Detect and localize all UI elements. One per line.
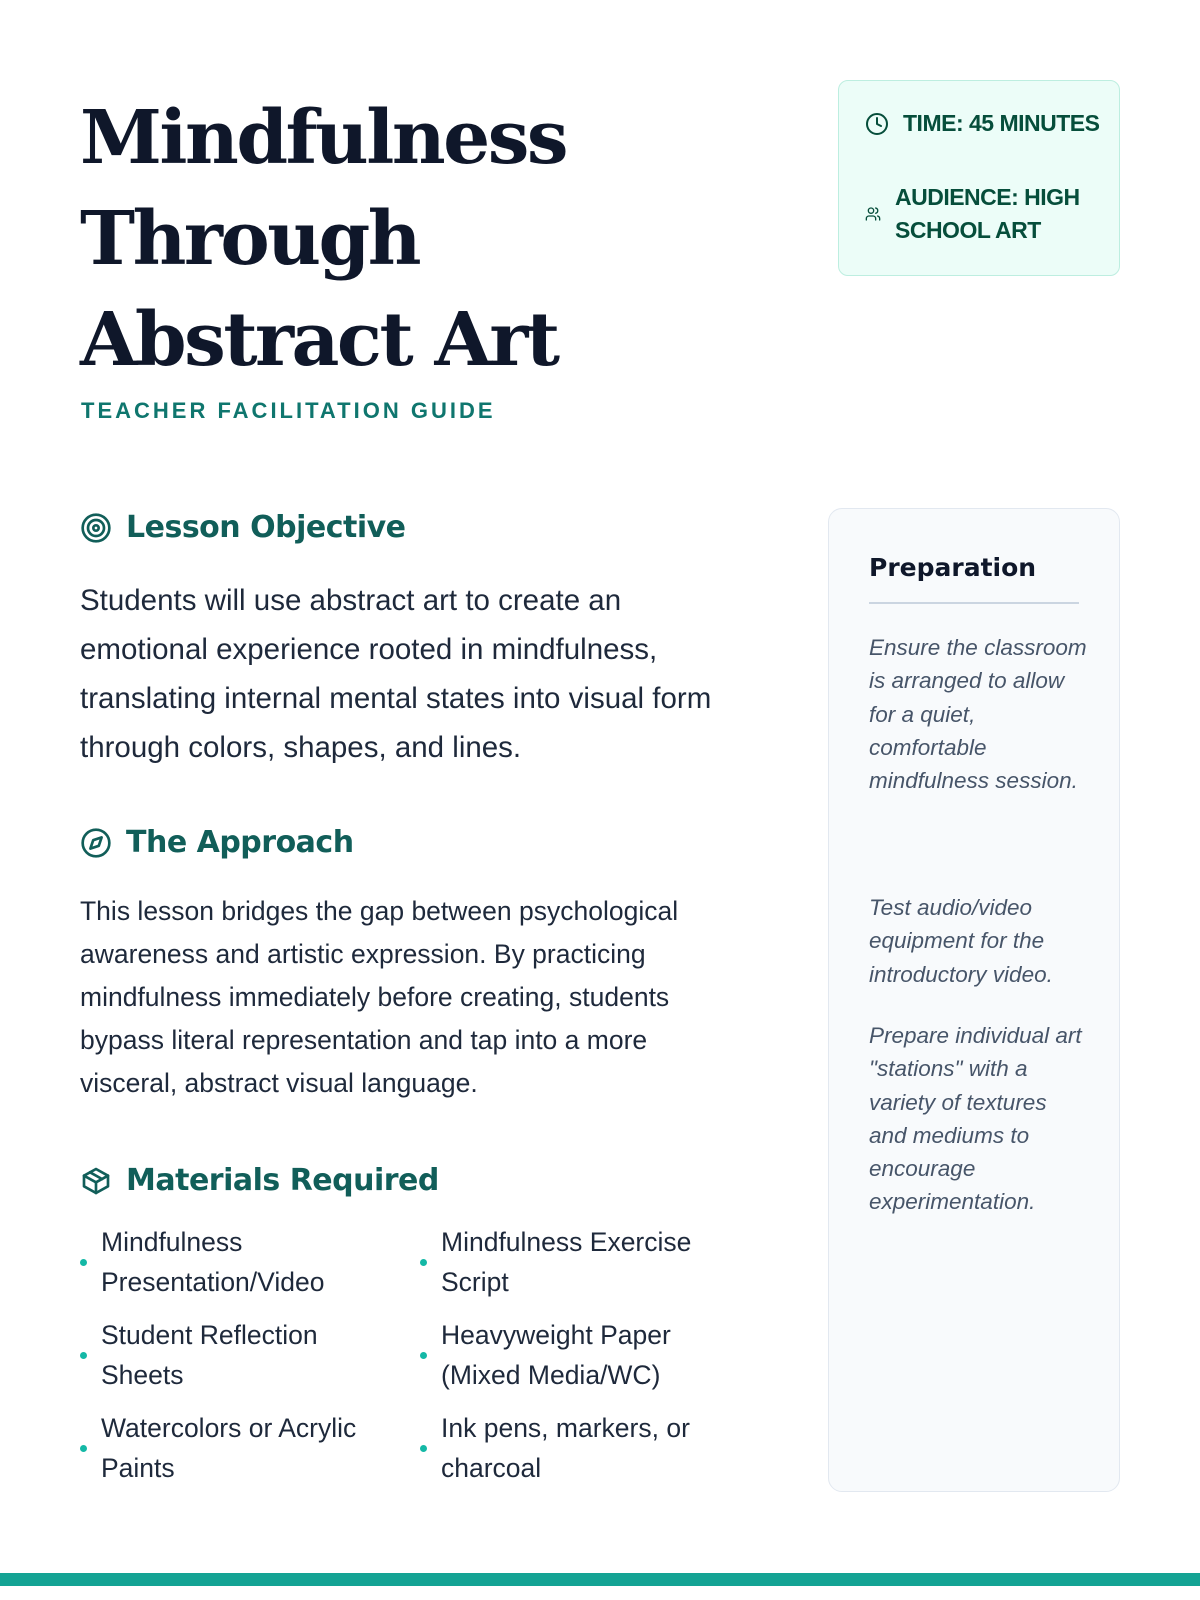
users-icon — [865, 206, 881, 222]
preparation-paragraph: Test audio/video equipment for the introductory video. — [869, 895, 1053, 987]
divider — [869, 602, 1079, 604]
list-item: Mindfulness Exercise Script — [420, 1222, 740, 1302]
audience-text: AUDIENCE: HIGH SCHOOL ART — [895, 184, 1080, 243]
preparation-panel — [828, 508, 1120, 1492]
page-title: Mindfulness Through Abstract Art — [80, 95, 567, 383]
approach-body: This lesson bridges the gap between psychological awareness and artistic expression. By practicing mindfulness immediately before creating, students bypass literal representation and tap into a more visceral, abstract visual language. — [80, 896, 679, 1098]
bullet-icon — [420, 1445, 427, 1452]
list-item: Watercolors or Acrylic Paints — [80, 1408, 400, 1488]
list-item: Heavyweight Paper (Mixed Media/WC) — [420, 1315, 740, 1395]
lesson-meta-card — [838, 80, 1120, 276]
footer-accent-bar — [0, 1573, 1200, 1586]
bullet-icon — [420, 1259, 427, 1266]
time-row — [865, 107, 1103, 140]
preparation-title: Preparation — [869, 553, 1037, 582]
list-item: Student Reflection Sheets — [80, 1315, 400, 1395]
audience-row — [865, 181, 1095, 247]
preparation-paragraph: Ensure the classroom is arranged to allow for a quiet, comfortable mindfulness session. — [869, 635, 1087, 794]
list-item: Mindfulness Presentation/Video — [80, 1222, 400, 1302]
list-item: Ink pens, markers, or charcoal — [420, 1408, 740, 1488]
approach-heading-label: The Approach — [126, 825, 354, 860]
bullet-icon — [80, 1445, 87, 1452]
objective-heading-label: Lesson Objective — [126, 510, 406, 545]
time-text: TIME: 45 MINUTES — [903, 110, 1100, 136]
page-subtitle: TEACHER FACILITATION GUIDE — [81, 398, 496, 423]
compass-icon — [80, 827, 112, 859]
materials-heading-label: Materials Required — [126, 1163, 439, 1198]
bullet-icon — [80, 1352, 87, 1359]
box-icon — [80, 1165, 112, 1197]
objective-body: Students will use abstract art to create an emotional experience rooted in mindfulness, translating internal mental states into visual form through colors, shapes, and lines. — [80, 584, 712, 764]
approach-heading — [80, 825, 354, 860]
materials-heading — [80, 1163, 439, 1198]
clock-icon — [865, 112, 889, 136]
target-icon — [80, 512, 112, 544]
bullet-icon — [420, 1352, 427, 1359]
objective-heading — [80, 510, 406, 545]
preparation-paragraph: Prepare individual art "stations" with a variety of textures and mediums to encourage experimentation. — [869, 1023, 1082, 1215]
bullet-icon — [80, 1259, 87, 1266]
